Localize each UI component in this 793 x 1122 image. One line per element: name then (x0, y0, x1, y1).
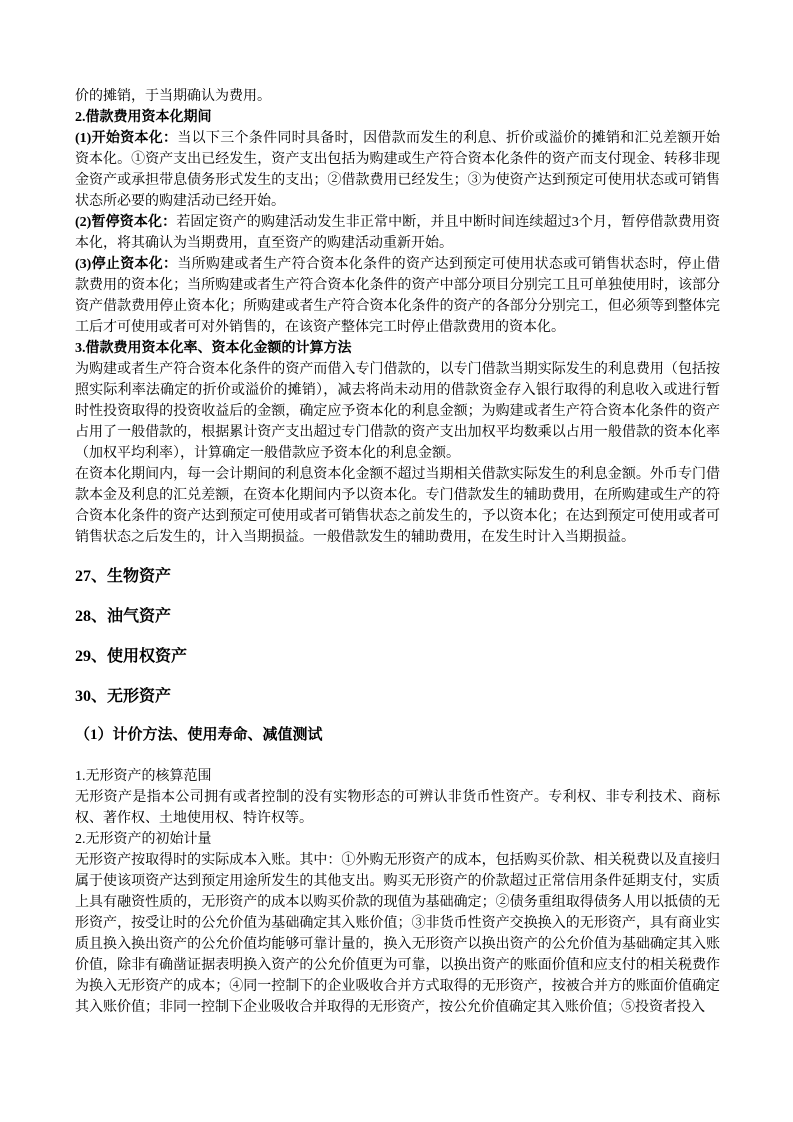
paragraph-text: 当所购建或者生产符合资本化条件的资产达到预定可使用状态或可销售状态时，停止借款费用的资本化；当所购建或者生产符合资本化条件的资产中部分项目分别完工且可单独使用时，该部分资产借款费用停止资本化；所购建或者生产符合资本化条件的资产的各部分分别完工，但必须等到整体完工后才可使用或者可对外销售的，在该资产整体完工时停止借款费用的资本化。 (75, 257, 720, 335)
body-paragraph: 在资本化期间内，每一会计期间的利息资本化金额不超过当期相关借款实际发生的利息金额。外币专门借款本金及利息的汇兑差额，在资本化期间内予以资本化。专门借款发生的辅助费用，在所购建或生产的符合资本化条件的资产达到预定可使用或者可销售状态之前发生的，予以资本化；在达到预定可使用或者可销售状态之后发生的，计入当期损益。一般借款发生的辅助费用，在发生时计入当期损益。 (75, 467, 720, 545)
section-heading: 27、生物资产 (75, 568, 172, 585)
body-paragraph: 价的摊销，于当期确认为费用。 (75, 89, 271, 104)
body-paragraph (75, 212, 720, 254)
paragraph-lead: (3)停止资本化： (75, 257, 178, 272)
paragraph-lead: (1)开始资本化： (75, 131, 178, 146)
section-heading: 29、使用权资产 (75, 648, 188, 665)
subsection-heading: （1）计价方法、使用寿命、减值测试 (75, 727, 323, 743)
body-paragraph (75, 128, 720, 212)
section-heading: 30、无形资产 (75, 688, 172, 705)
section-heading: 28、油气资产 (75, 608, 172, 625)
paragraph-text: 当以下三个条件同时具备时，因借款而发生的利息、折价或溢价的摊销和汇兑差额开始资本化。①资产支出已经发生，资产支出包括为购建或生产符合资本化条件的资产而支付现金、转移非现金资产或承担带息债务形式发生的支出；②借款费用已经发生；③为使资产达到预定可使用状态或可销售状态所必要的购建活动已经开始。 (75, 131, 720, 209)
paragraph-lead: (2)暂停资本化： (75, 215, 177, 230)
paragraph-text: 若固定资产的购建活动发生非正常中断，并且中断时间连续超过3个月，暂停借款费用资本化，将其确认为当期费用，直至资产的购建活动重新开始。 (75, 215, 721, 251)
numbered-subheading: 3.借款费用资本化率、资本化金额的计算方法 (75, 341, 352, 356)
body-paragraph: 无形资产按取得时的实际成本入账。其中：①外购无形资产的成本，包括购买价款、相关税费以及直接归属于使该项资产达到预定用途所发生的其他支出。购买无形资产的价款超过正常信用条件延期支付，实质上具有融资性质的，无形资产的成本以购买价款的现值为基础确定；②债务重组取得债务人用以抵债的无形资产，按受让时的公允价值为基础确定其入账价值；③非货币性资产交换换入的无形资产，具有商业实质且换入换出资产的公允价值均能够可靠计量的，换入无形资产以换出资产的公允价值为基础确定其入账价值，除非有确凿证据表明换入资产的公允价值更为可靠，以换出资产的账面价值和应支付的相关税费作为换入无形资产的成本；④同一控制下的企业吸收合并方式取得的无形资产，按被合并方的账面价值确定其入账价值；非同一控制下企业吸收合并取得的无形资产，按公允价值确定其入账价值；⑤投资者投入 (75, 853, 720, 1015)
body-paragraph: 为购建或者生产符合资本化条件的资产而借入专门借款的，以专门借款当期实际发生的利息费用（包括按照实际利率法确定的折价或溢价的摊销），减去将尚未动用的借款资金存入银行取得的利息收入或进行暂时性投资取得的投资收益后的金额，确定应予资本化的利息金额；为购建或者生产符合资本化条件的资产占用了一般借款的，根据累计资产支出超过专门借款的资产支出加权平均数乘以占用一般借款的资本化率（加权平均利率），计算确定一般借款应予资本化的利息金额。 (75, 362, 720, 461)
body-paragraph: 无形资产是指本公司拥有或者控制的没有实物形态的可辨认非货币性资产。专利权、非专利技术、商标权、著作权、土地使用权、特许权等。 (75, 790, 720, 826)
document-body (75, 86, 720, 1018)
numbered-subheading: 1.无形资产的核算范围 (75, 769, 212, 784)
numbered-subheading: 2.借款费用资本化期间 (75, 110, 212, 125)
numbered-subheading: 2.无形资产的初始计量 (75, 832, 212, 847)
body-paragraph (75, 254, 720, 338)
